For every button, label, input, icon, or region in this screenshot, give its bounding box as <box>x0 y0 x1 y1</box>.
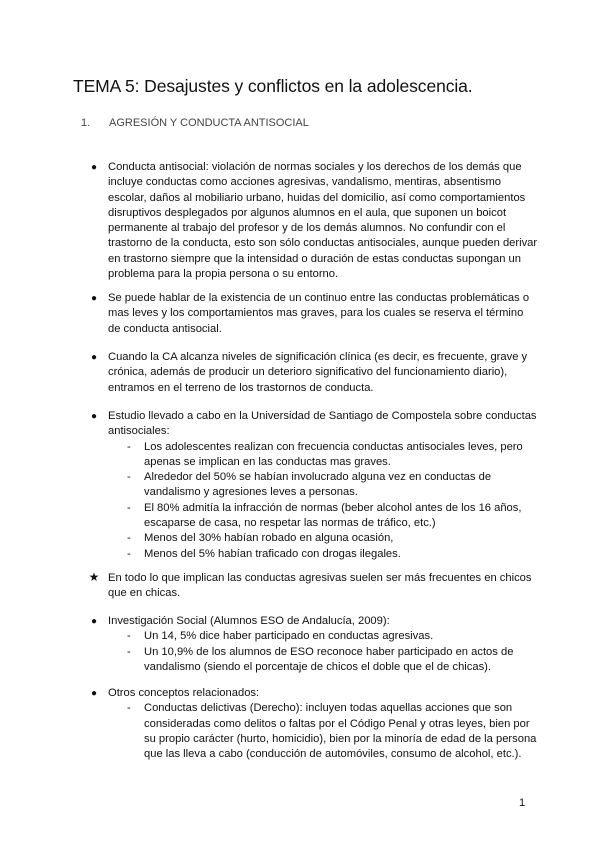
bullet-paragraph <box>88 291 538 337</box>
dash-icon: - <box>127 471 131 484</box>
section-heading <box>81 117 309 129</box>
star-text: En todo lo que implican las conductas agresivas suelen ser más frecuentes en chicos que en chicas. <box>108 572 532 600</box>
bullet-icon: ● <box>90 352 98 363</box>
bullet-text: Investigación Social (Alumnos ESO de Andalucía, 2009): <box>108 615 390 627</box>
sub-item <box>88 629 538 644</box>
sub-item <box>88 547 538 562</box>
bullet-block <box>88 409 538 562</box>
bullet-text: Conducta antisocial: violación de normas sociales y los derechos de los demás que incluye conductas como acciones agresivas, vandalismo, mentiras, absentismo escolar, daños al mobiliario urbano, huidas del domicilio, así como comportamientos disruptivos desplegados por algunos alumnos en el aula, que suponen un boicot permanente al trabajo del profesor y de los demás alumnos. No confundir con el trastorno de la conducta, esto son sólo conductas antisociales, aunque pueden derivar en trastorno siempre que la intensidad o duración de estas conductas supongan un problema para la propia persona o su entorno. <box>108 161 538 281</box>
sub-item-text: Un 14, 5% dice haber participado en conductas agresivas. <box>144 630 434 643</box>
sub-item <box>88 501 538 532</box>
bullet-paragraph <box>88 614 538 629</box>
bullet-paragraph <box>88 409 538 440</box>
star-block <box>88 571 538 602</box>
sub-item <box>88 645 538 676</box>
dash-icon: - <box>127 440 131 453</box>
section-title: AGRESIÓN Y CONDUCTA ANTISOCIAL <box>109 117 309 129</box>
dash-icon: - <box>127 702 131 715</box>
document-title: TEMA 5: Desajustes y conflictos en la adolescencia. <box>73 76 473 96</box>
bullet-icon: ● <box>90 293 98 304</box>
bullet-icon: ● <box>90 616 98 627</box>
bullet-paragraph <box>88 160 538 282</box>
sub-item <box>88 470 538 501</box>
dash-icon: - <box>127 645 131 658</box>
bullet-text: Estudio llevado a cabo en la Universidad de Santiago de Compostela sobre conductas antisociales: <box>108 410 537 438</box>
bullet-block <box>88 350 538 396</box>
bullet-block <box>88 686 538 762</box>
dash-icon: - <box>127 532 131 545</box>
sub-item <box>88 701 538 762</box>
sub-item-text: El 80% admitía la infracción de normas (beber alcohol antes de los 16 años, escaparse de casa, no respetar las normas de tráfico, etc.) <box>144 501 522 530</box>
section-number: 1. <box>81 117 91 129</box>
sub-item-text: Menos del 5% habían traficado con drogas ilegales. <box>144 547 401 560</box>
bullet-paragraph <box>88 686 538 701</box>
bullet-paragraph <box>88 350 538 396</box>
bullet-icon: ● <box>90 411 98 422</box>
bullet-block <box>88 291 538 337</box>
sub-item-text: Conductas delictivas (Derecho): incluyen todas aquellas acciones que son consideradas como delitos o faltas por el Código Penal y otras leyes, bien por su propio carácter (hurto, homicidio), bien por la minoría de edad de la persona que las lleva a cabo (conducción de automóviles, consumo de alcohol, etc.). <box>144 702 537 761</box>
sub-item-text: Menos del 30% habían robado en alguna ocasión, <box>144 532 394 545</box>
page-number: 1 <box>519 797 526 809</box>
dash-icon: - <box>127 501 131 514</box>
bullet-block <box>88 614 538 675</box>
star-icon: ★ <box>88 570 100 584</box>
dash-icon: - <box>127 547 131 560</box>
sub-item <box>88 440 538 471</box>
bullet-text: Se puede hablar de la existencia de un continuo entre las conductas problemáticas o mas leves y los comportamientos mas graves, para los cuales se reserva el término de conducta antisocial. <box>108 292 530 335</box>
bullet-block <box>88 160 538 282</box>
bullet-icon: ● <box>90 688 98 699</box>
bullet-text: Cuando la CA alcanza niveles de significación clínica (es decir, es frecuente, grave y crónica, además de producir un deterioro significativo del funcionamiento diario), entramos en el terreno de los trastornos de conducta. <box>108 351 528 394</box>
bullet-icon: ● <box>90 162 98 173</box>
sub-item-text: Un 10,9% de los alumnos de ESO reconoce haber participado en actos de vandalismo (siendo el porcentaje de chicos el doble que el de chicas). <box>144 645 514 673</box>
dash-icon: - <box>127 630 131 643</box>
sub-item <box>88 531 538 546</box>
bullet-text: Otros conceptos relacionados: <box>108 687 260 699</box>
sub-item-text: Alrededor del 50% se habían involucrado alguna vez en conductas de vandalismo y agresiones leves a personas. <box>144 471 492 499</box>
star-paragraph <box>88 571 538 602</box>
sub-item-text: Los adolescentes realizan con frecuencia conductas antisociales leves, pero apenas se implican en las conductas mas graves. <box>144 440 523 468</box>
